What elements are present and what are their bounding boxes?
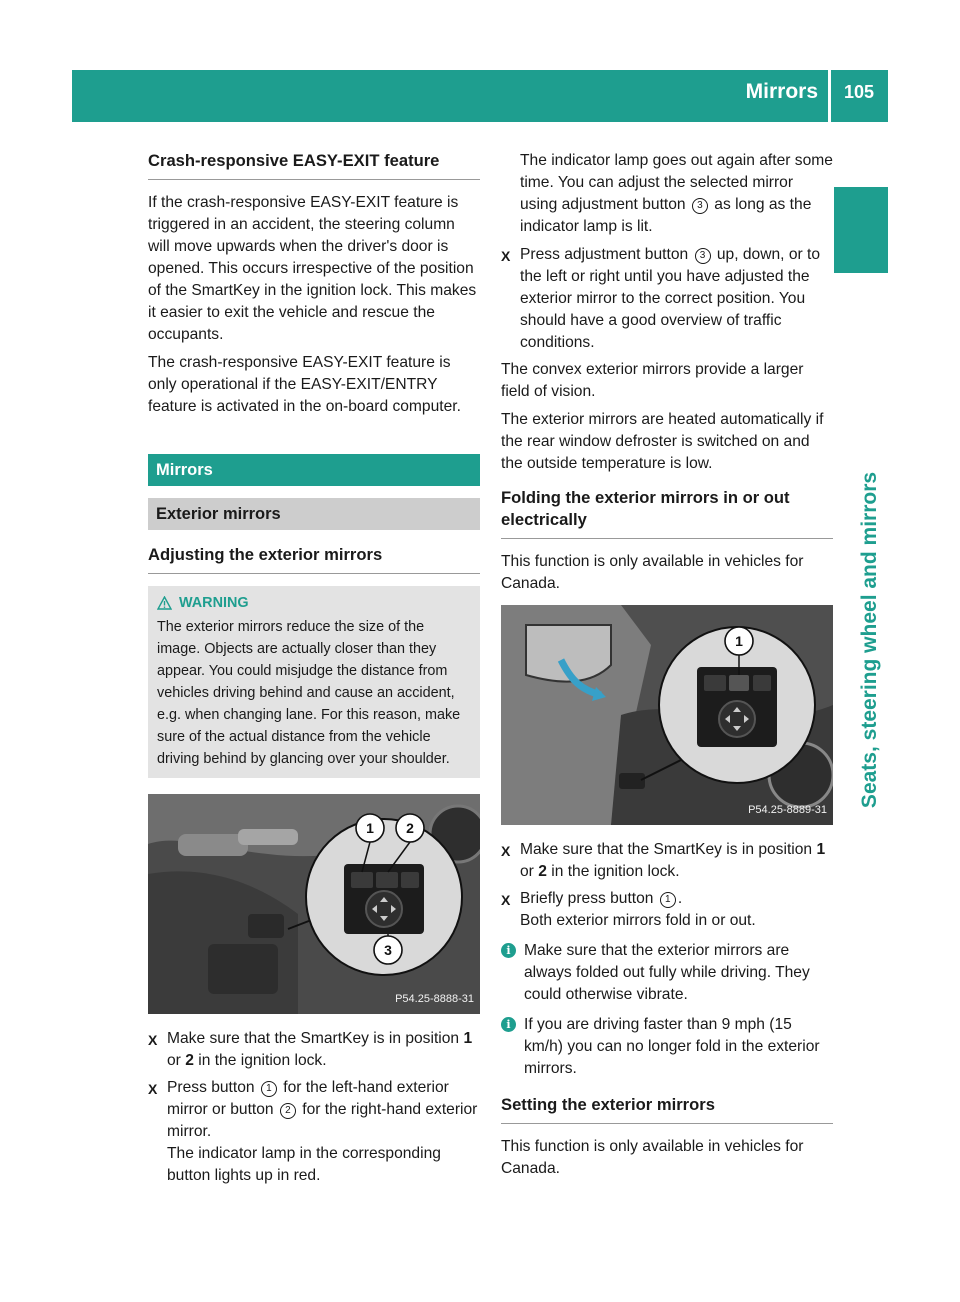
figure-code: P54.25-8889-31	[748, 804, 827, 816]
door-switch-photo	[148, 794, 480, 1014]
step-smartkey	[148, 1028, 480, 1072]
step-marker-icon: X	[148, 1081, 158, 1097]
step-text: Make sure that the SmartKey is in position 1 or 2 in the ignition lock.	[167, 1030, 473, 1069]
chapter-title: Mirrors	[745, 80, 818, 103]
section-bar-mirrors: Mirrors	[148, 454, 480, 486]
figure-code: P54.25-8888-31	[395, 993, 474, 1005]
step-marker-icon: X	[501, 248, 511, 264]
page-header	[72, 70, 888, 122]
button-2-ref: 2	[280, 1103, 296, 1119]
left-column	[148, 150, 480, 1192]
button-3-ref: 3	[692, 198, 708, 214]
figure-label-1: 1	[735, 633, 743, 649]
side-thumb-tab	[834, 187, 888, 273]
subsection-bar-exterior-mirrors: Exterior mirrors	[148, 498, 480, 530]
setting-intro: This function is only available in vehicles for Canada.	[501, 1138, 804, 1177]
continued-step-text: The indicator lamp goes out again after some time. You can adjust the selected mirror using adjustment button 3 as long as the indicator lamp is lit.	[520, 152, 833, 235]
figure-label-2: 2	[406, 820, 414, 836]
fold-switch-illustration	[501, 605, 833, 825]
crash-paragraph-1: If the crash-responsive EASY-EXIT feature is triggered in an accident, the steering column will move upwards when the driver's door is opened. This occurs irrespective of the position of the SmartKey in the ignition lock. This makes it easier to exit the vehicle and rescue the occupants.	[148, 194, 477, 343]
convex-paragraph: The convex exterior mirrors provide a larger field of vision.	[501, 361, 804, 400]
button-3-ref: 3	[695, 248, 711, 264]
button-1-ref: 1	[660, 892, 676, 908]
door-switch-illustration	[148, 794, 480, 1014]
step-text: Press adjustment button 3 up, down, or to the left or right until you have adjusted the exterior mirror to the correct position. You should have a good overview of traffic conditions.	[520, 246, 821, 351]
step-press-fold-button	[501, 888, 833, 932]
warning-title: WARNING	[179, 595, 249, 611]
info-note-2: i If you are driving faster than 9 mph (15 km/h) you can no longer fold in the exterior mirrors.	[501, 1014, 833, 1080]
info-icon: i	[501, 943, 516, 958]
side-section-label: Seats, steering wheel and mirrors	[858, 471, 881, 809]
warning-text: The exterior mirrors reduce the size of the image. Objects are actually closer than they appear. You could misjudge the distance from vehicles driving behind and cause an accident, e.g. when changing lane. For this reason, make sure of the actual distance from the vehicle driving behind by glancing over your shoulder.	[157, 619, 461, 767]
fold-heading: Folding the exterior mirrors in or out electrically	[501, 487, 833, 539]
crash-paragraph-2: The crash-responsive EASY-EXIT feature is only operational if the EASY-EXIT/ENTRY feature is activated in the on-board computer.	[148, 354, 461, 415]
info-note-1: i Make sure that the exterior mirrors are always folded out fully while driving. They could otherwise vibrate.	[501, 940, 833, 1006]
step-marker-icon: X	[148, 1032, 158, 1048]
step-marker-icon: X	[501, 892, 511, 908]
right-column	[501, 150, 833, 1186]
step-adjust-button	[501, 244, 833, 354]
crash-heading: Crash-responsive EASY-EXIT feature	[148, 150, 480, 180]
warning-box	[148, 586, 480, 778]
step-text: Make sure that the SmartKey is in position 1 or 2 in the ignition lock.	[520, 841, 826, 880]
adjust-heading: Adjusting the exterior mirrors	[148, 544, 480, 574]
step-smartkey	[501, 839, 833, 883]
step-text: Briefly press button 1 . Both exterior mirrors fold in or out.	[520, 890, 756, 929]
step-marker-icon: X	[501, 843, 511, 859]
figure-label-3: 3	[384, 942, 392, 958]
fold-switch-photo	[501, 605, 833, 825]
heated-paragraph: The exterior mirrors are heated automatically if the rear window defroster is switched on and the outside temperature is low.	[501, 411, 824, 472]
info-icon: i	[501, 1017, 516, 1032]
setting-heading: Setting the exterior mirrors	[501, 1094, 833, 1124]
warning-header	[157, 592, 471, 614]
header-divider	[828, 70, 831, 122]
warning-triangle-icon	[157, 596, 172, 610]
button-1-ref: 1	[261, 1081, 277, 1097]
fold-intro: This function is only available in vehicles for Canada.	[501, 553, 804, 592]
step-press-button	[148, 1077, 480, 1187]
page-number: 105	[844, 82, 875, 102]
figure-label-1: 1	[366, 820, 374, 836]
step-text: Press button 1 for the left-hand exterior mirror or button 2 for the right-hand exterior mirror. The indicator lamp in the corresponding button lights up in red.	[167, 1079, 478, 1184]
